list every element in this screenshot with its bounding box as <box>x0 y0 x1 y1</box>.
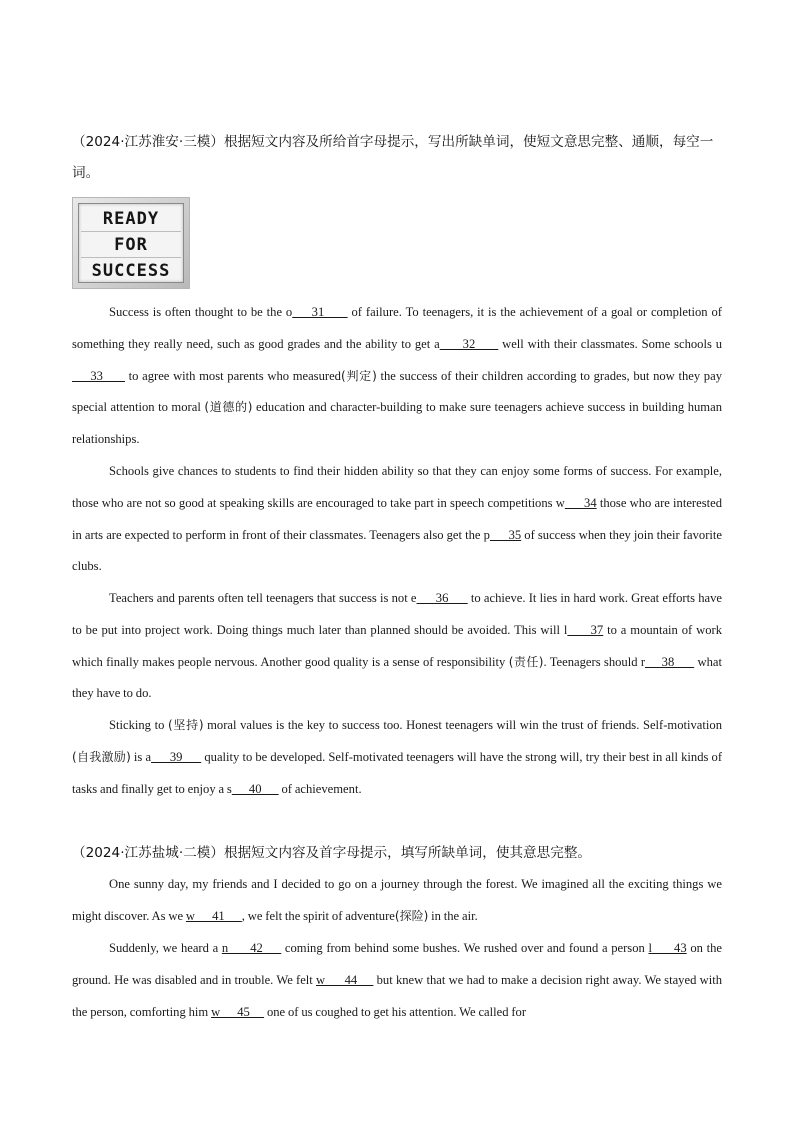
blank-45: w 45 <box>211 1004 265 1019</box>
text: the success of their children according to grades, but now they pay special attention to moral <box>72 368 722 415</box>
gloss: (自我激励) <box>72 749 131 764</box>
blank-41: w 41 <box>185 908 242 923</box>
blank-40: 40 <box>231 781 279 796</box>
blank-33: 33 <box>72 368 125 383</box>
text: those who are interested in arts are expected to perform in front of their classmates. Teenagers also get the p <box>72 495 723 542</box>
text: in the air. <box>428 908 478 923</box>
gloss: (坚持) <box>167 718 204 732</box>
blank-43: l 43 <box>648 941 687 955</box>
text: coming from behind some bushes. We rushed over and found a person <box>281 941 649 955</box>
gloss: (道德的) <box>204 400 253 415</box>
sign-line-1: READY <box>81 207 181 232</box>
section1-paragraph-1 <box>72 297 722 456</box>
blank-37: 37 <box>567 622 604 637</box>
blank-32: 32 <box>439 336 499 351</box>
blank-36: 36 <box>416 591 468 605</box>
text: Sticking to <box>109 718 168 732</box>
section2-paragraph-1 <box>72 869 722 933</box>
section2-paragraph-2 <box>72 933 722 1028</box>
gloss: (探险) <box>394 908 429 923</box>
text: well with their classmates. Some schools u <box>498 336 722 351</box>
text: of achievement. <box>278 781 362 796</box>
text: what they have to do. <box>72 654 722 701</box>
text: . Teenagers should r <box>543 654 646 669</box>
section2-instructions: （2024·江苏盐城·二模）根据短文内容及首字母提示，填写所缺单词，使其意思完整。 <box>72 845 592 861</box>
text: on the ground. He was disabled and in trouble. We felt <box>72 941 722 987</box>
section1-paragraph-2 <box>72 456 722 583</box>
text: of success when they join their favorite clubs. <box>72 527 722 574</box>
text: education and character-building to make sure teenagers achieve success in building human relationships. <box>72 400 722 447</box>
blank-39: 39 <box>151 749 202 764</box>
section1-paragraph-4 <box>72 710 722 805</box>
text: to agree with most parents who measured <box>125 368 341 383</box>
text: of failure. To teenagers, it is the achievement of a goal or completion of something they really need, such as good grades and the ability to get a <box>72 305 722 351</box>
text: one of us coughed to get his attention. We called for <box>264 1004 527 1019</box>
blank-44: w 44 <box>316 972 374 987</box>
text: is a <box>130 749 152 764</box>
blank-42: n 42 <box>221 941 282 955</box>
section1-instructions: （2024·江苏淮安·三模）根据短文内容及所给首字母提示，写出所缺单词，使短文意思完整、通顺，每空一词。 <box>72 134 714 181</box>
text: to achieve. It lies in hard work. Great efforts have to be put into project work. Doing things much later than planned should be avoided. This will l <box>72 591 722 637</box>
blank-38: 38 <box>645 654 695 669</box>
text: Schools give chances to students to find their hidden ability so that they can enjoy some forms of success. For example, those who are not so good at speaking skills are encouraged to take part in speech competitions w <box>72 464 722 510</box>
text: to a mountain of work which finally makes people nervous. Another good quality is a sense of responsibility <box>72 622 722 669</box>
text: , we felt the spirit of adventure <box>241 908 395 923</box>
text: Suddenly, we heard a <box>109 941 222 955</box>
blank-31: 31 <box>292 305 348 319</box>
lightbox-sign <box>78 203 184 283</box>
gloss: (责任) <box>508 654 544 669</box>
blank-34: 34 <box>564 495 597 510</box>
section1-paragraph-3 <box>72 583 722 710</box>
text: but knew that we had to make a decision right away. We stayed with the person, comforting him <box>72 972 722 1019</box>
text: Teachers and parents often tell teenagers that success is not e <box>109 591 417 605</box>
sign-line-3: SUCCESS <box>91 261 171 281</box>
sign-line-2: FOR <box>81 233 181 258</box>
gloss: (判定) <box>340 368 377 383</box>
text: One sunny day, my friends and I decided to go on a journey through the forest. We imagined all the exciting things we might discover. As we <box>72 877 722 923</box>
text: Success is often thought to be the o <box>109 305 293 319</box>
blank-35: 35 <box>489 527 522 542</box>
text: quality to be developed. Self-motivated teenagers will have the strong will, try their best in all kinds of tasks and finally get to enjoy a s <box>72 749 723 796</box>
text: moral values is the key to success too. Honest teenagers will win the trust of friends. Self-motivation <box>203 718 722 732</box>
ready-for-success-image <box>72 197 190 289</box>
